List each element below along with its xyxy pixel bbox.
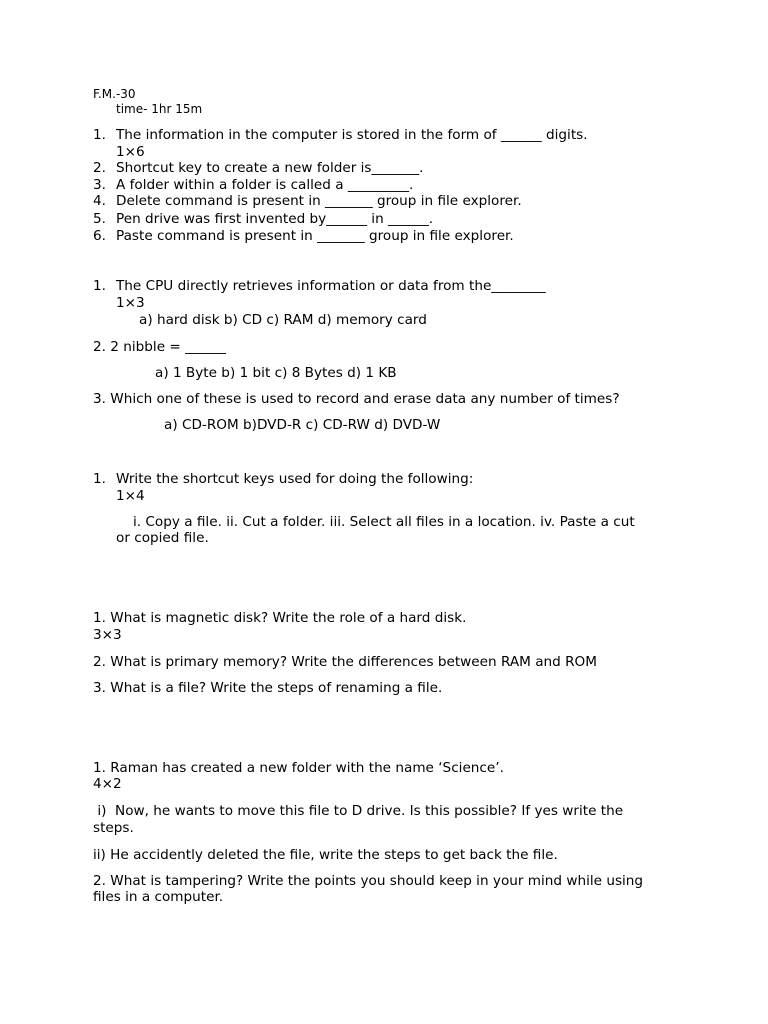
- s3-items-line-2: or copied file.: [116, 530, 209, 546]
- question-text: Write the shortcut keys used for doing the following:: [116, 471, 474, 487]
- question-text: Delete command is present in _______ group in file explorer.: [116, 193, 522, 209]
- question-number: 1.: [93, 471, 106, 487]
- s3-question-1: [93, 471, 473, 488]
- question-text: The information in the computer is stored in the form of ______ digits.: [116, 127, 588, 143]
- s1-question-5: [93, 211, 433, 228]
- s1-question-1: [93, 127, 588, 144]
- s4-question-1: 1. What is magnetic disk? Write the role of a hard disk.: [93, 610, 467, 626]
- s5-question-2-line-2: files in a computer.: [93, 889, 224, 905]
- question-number: 1.: [93, 278, 106, 294]
- s4-marks: 3×3: [93, 627, 122, 643]
- s4-question-2: 2. What is primary memory? Write the differences between RAM and ROM: [93, 654, 597, 670]
- s2-q2-options: a) 1 Byte b) 1 bit c) 8 Bytes d) 1 KB: [155, 365, 397, 381]
- s5-sub-i-line-1: i) Now, he wants to move this file to D drive. Is this possible? If yes write the: [93, 803, 624, 819]
- question-number: 4.: [93, 193, 106, 209]
- full-marks: F.M.-30: [93, 87, 136, 101]
- question-number: 3.: [93, 177, 106, 193]
- s4-question-3: 3. What is a file? Write the steps of renaming a file.: [93, 680, 443, 696]
- s2-q1-options: a) hard disk b) CD c) RAM d) memory card: [139, 312, 427, 328]
- question-number: 5.: [93, 211, 106, 227]
- exam-time: time- 1hr 15m: [116, 102, 203, 116]
- s1-question-6: [93, 228, 514, 245]
- s2-q3-options: a) CD-ROM b)DVD-R c) CD-RW d) DVD-W: [164, 417, 441, 433]
- s2-marks: 1×3: [116, 295, 145, 311]
- s5-marks: 4×2: [93, 776, 122, 792]
- s2-question-1: [93, 278, 546, 295]
- s3-items-line-1: i. Copy a file. ii. Cut a folder. iii. Select all files in a location. iv. Paste a cut: [133, 514, 635, 530]
- s1-question-2: [93, 160, 423, 177]
- s1-question-4: [93, 193, 522, 210]
- question-text: Paste command is present in _______ group in file explorer.: [116, 228, 514, 244]
- s5-sub-i-line-2: steps.: [93, 820, 134, 836]
- question-text: A folder within a folder is called a _________.: [116, 177, 414, 193]
- question-text: The CPU directly retrieves information or data from the________: [116, 278, 546, 294]
- question-number: 1.: [93, 127, 106, 143]
- s5-question-1: 1. Raman has created a new folder with the name ‘Science’.: [93, 760, 504, 776]
- s5-question-2-line-1: 2. What is tampering? Write the points you should keep in your mind while using: [93, 873, 644, 889]
- question-text: Pen drive was first invented by______ in ______.: [116, 211, 434, 227]
- s3-marks: 1×4: [116, 488, 145, 504]
- s2-question-3: 3. Which one of these is used to record and erase data any number of times?: [93, 391, 620, 407]
- question-number: 6.: [93, 228, 106, 244]
- s1-marks: 1×6: [116, 144, 145, 160]
- s5-sub-ii: ii) He accidently deleted the file, write the steps to get back the file.: [93, 847, 558, 863]
- s1-question-3: [93, 177, 413, 194]
- s2-question-2: 2. 2 nibble = ______: [93, 339, 226, 355]
- question-text: Shortcut key to create a new folder is_______.: [116, 160, 424, 176]
- question-number: 2.: [93, 160, 106, 176]
